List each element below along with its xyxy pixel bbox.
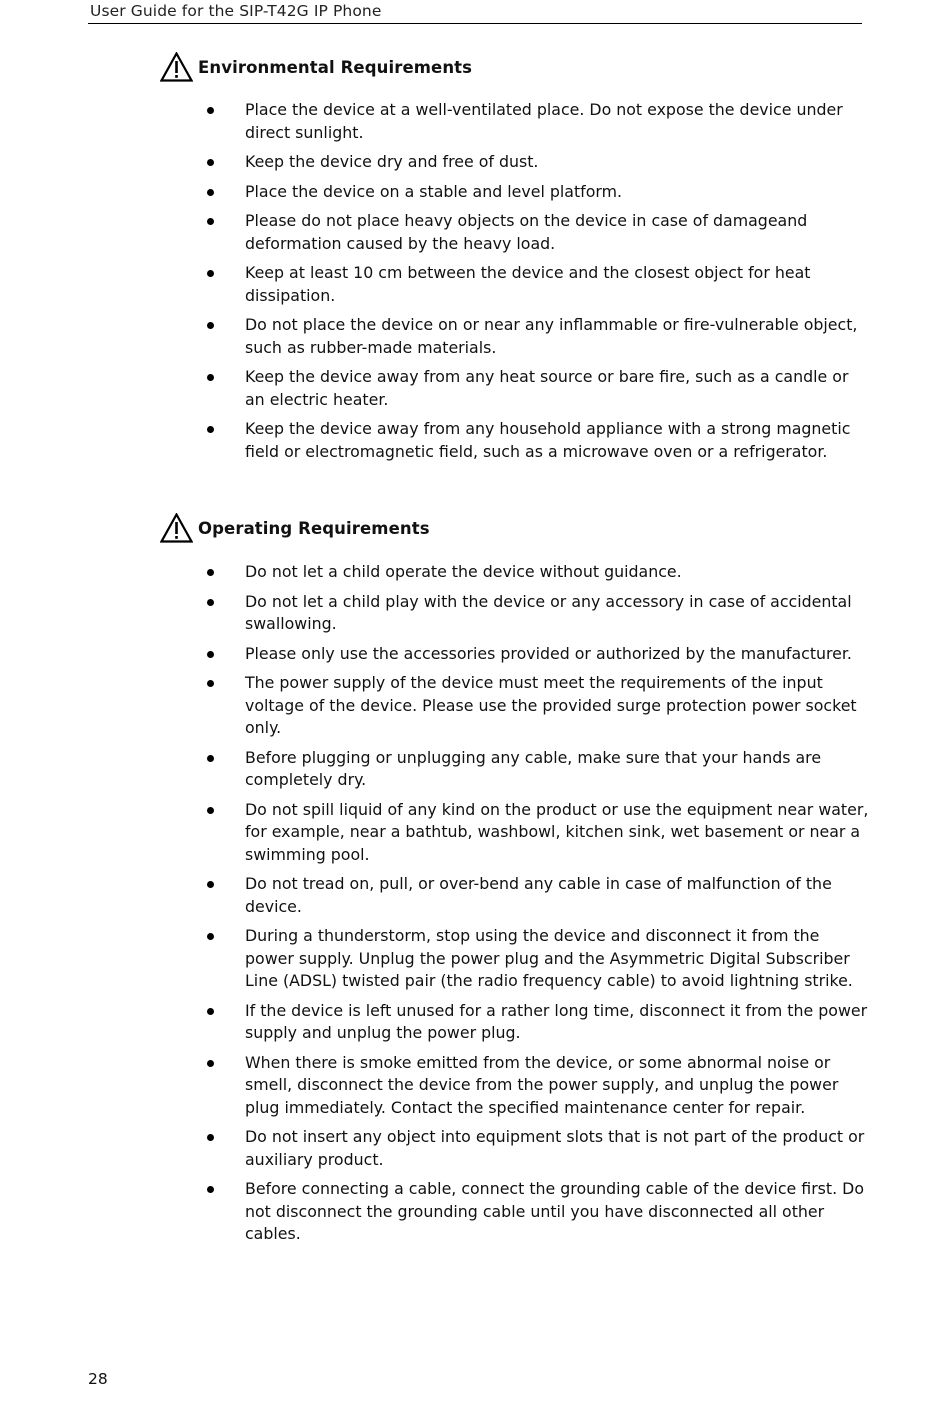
list-item-text: Do not place the device on or near any inflammable or fire-vulnerable object, such as rubber-made materials. (245, 315, 858, 357)
list-item-text: Do not let a child operate the device without guidance. (245, 562, 682, 581)
list-item (200, 1178, 870, 1246)
environmental-requirements-list (200, 99, 870, 470)
bullet-icon (207, 107, 214, 114)
bullet-icon (207, 755, 214, 762)
section-title: Environmental Requirements (198, 57, 473, 77)
list-item (200, 262, 870, 307)
list-item (200, 561, 870, 584)
bullet-icon (207, 1186, 214, 1193)
bullet-icon (207, 881, 214, 888)
list-item-text: Before connecting a cable, connect the grounding cable of the device first. Do not disconnect the grounding cable until you have disconnected all other cables. (245, 1179, 864, 1243)
list-item (200, 181, 870, 204)
list-item-text: The power supply of the device must meet the requirements of the input voltage of the device. Please use the provided surge protection power socket only. (245, 673, 857, 737)
list-item-text: Keep the device away from any heat source or bare fire, such as a candle or an electric heater. (245, 367, 849, 409)
list-item (200, 873, 870, 918)
list-item (200, 99, 870, 144)
bullet-icon (207, 374, 214, 381)
list-item (200, 151, 870, 174)
section-title: Operating Requirements (198, 518, 430, 538)
list-item (200, 210, 870, 255)
warning-triangle-icon (160, 52, 193, 82)
bullet-icon (207, 933, 214, 940)
list-item-text: Place the device at a well-ventilated place. Do not expose the device under direct sunlight. (245, 100, 843, 142)
bullet-icon (207, 322, 214, 329)
bullet-icon (207, 189, 214, 196)
list-item (200, 799, 870, 867)
bullet-icon (207, 1134, 214, 1141)
list-item (200, 643, 870, 666)
list-item-text: Keep at least 10 cm between the device and the closest object for heat dissipation. (245, 263, 811, 305)
list-item-text: Please only use the accessories provided or authorized by the manufacturer. (245, 643, 852, 663)
list-item-text: Keep the device dry and free of dust. (245, 152, 539, 171)
bullet-icon (207, 218, 214, 225)
list-item-text: Keep the device away from any household appliance with a strong magnetic field or electromagnetic field, such as a microwave oven or a refrigerator. (245, 419, 851, 461)
bullet-icon (207, 680, 214, 687)
page-header (88, 0, 862, 24)
list-item (200, 672, 870, 740)
list-item (200, 366, 870, 411)
list-item-text: Do not tread on, pull, or over-bend any cable in case of malfunction of the device. (245, 874, 832, 916)
operating-requirements-list (200, 561, 870, 1253)
list-item-text: Do not insert any object into equipment slots that is not part of the product or auxiliary product. (245, 1127, 865, 1169)
list-item-text: Place the device on a stable and level platform. (245, 181, 623, 201)
bullet-icon (207, 569, 214, 576)
list-item (200, 925, 870, 993)
section-heading-operating (160, 513, 430, 543)
list-item-text: During a thunderstorm, stop using the device and disconnect it from the power supply. Unplug the power plug and the Asymmetric Digital Subscriber Line (ADSL) twisted pair (the radio frequency cable) to avoid lightning strike. (245, 926, 853, 990)
bullet-icon (207, 159, 214, 166)
bullet-icon (207, 599, 214, 606)
list-item (200, 1000, 870, 1045)
list-item-text: When there is smoke emitted from the device, or some abnormal noise or smell, disconnect the device from the power supply, and unplug the power plug immediately. Contact the specified maintenance center for repair. (245, 1052, 839, 1117)
list-item (200, 591, 870, 636)
bullet-icon (207, 1060, 214, 1067)
list-item-text: Do not let a child play with the device or any accessory in case of accidental swallowing. (245, 591, 852, 633)
list-item (200, 1052, 870, 1120)
list-item (200, 747, 870, 792)
bullet-icon (207, 270, 214, 277)
list-item (200, 314, 870, 359)
warning-triangle-icon (160, 513, 193, 543)
bullet-icon (207, 807, 214, 814)
section-heading-environmental (160, 52, 472, 82)
page-number: 28 (88, 1370, 108, 1388)
bullet-icon (207, 426, 214, 433)
page-header-title: User Guide for the SIP-T42G IP Phone (90, 2, 382, 20)
list-item-text: If the device is left unused for a rather long time, disconnect it from the power supply and unplug the power plug. (245, 1000, 868, 1042)
list-item (200, 1126, 870, 1171)
bullet-icon (207, 1008, 214, 1015)
list-item-text: Before plugging or unplugging any cable, make sure that your hands are completely dry. (245, 747, 822, 789)
bullet-icon (207, 651, 214, 658)
list-item (200, 418, 870, 463)
list-item-text: Please do not place heavy objects on the device in case of damageand deformation caused by the heavy load. (245, 211, 808, 253)
list-item-text: Do not spill liquid of any kind on the product or use the equipment near water, for example, near a bathtub, washbowl, kitchen sink, wet basement or near a swimming pool. (245, 799, 869, 864)
